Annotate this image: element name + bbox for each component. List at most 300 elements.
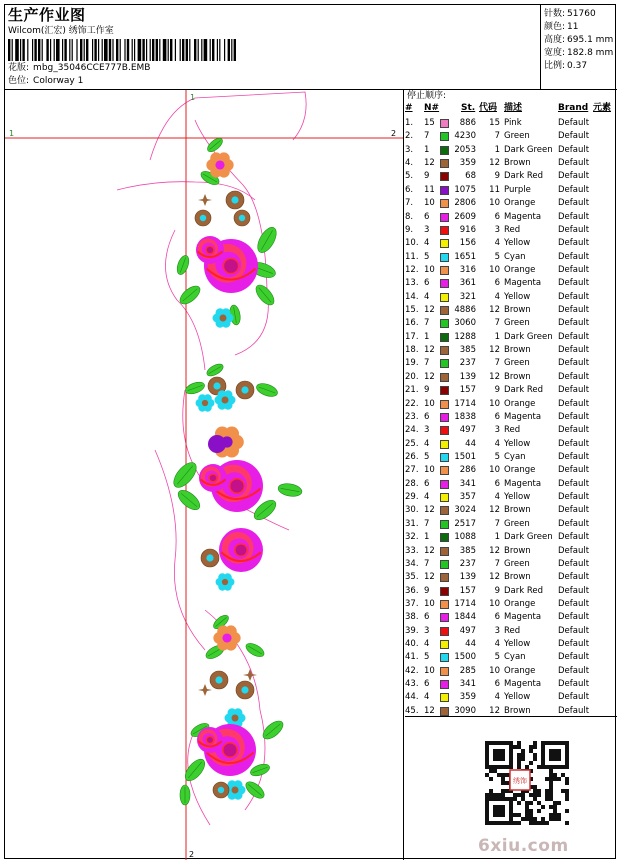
stitch-count: 1844 — [454, 612, 476, 623]
color-code: 1 — [494, 144, 500, 155]
needle-number: 6 — [424, 278, 430, 289]
stop-row — [405, 665, 617, 678]
stop-index: 34. — [405, 558, 419, 569]
stop-index: 4. — [405, 158, 414, 169]
stop-index: 13. — [405, 278, 419, 289]
stop-index: 10. — [405, 238, 419, 249]
color-description: Orange — [504, 198, 536, 209]
color-description: Dark Red — [504, 385, 544, 396]
thread-brand: Default — [558, 331, 590, 342]
color-code: 6 — [494, 679, 500, 690]
stop-row — [405, 438, 617, 451]
stop-index: 39. — [405, 625, 419, 636]
color-code: 3 — [494, 625, 500, 636]
stitch-count: 357 — [459, 492, 476, 503]
thread-brand: Default — [558, 251, 590, 262]
stop-row — [405, 424, 617, 437]
color-description: Orange — [504, 598, 536, 609]
color-code: 4 — [494, 639, 500, 650]
rose-center — [209, 474, 217, 482]
sheet-title: 生产作业图 — [8, 6, 86, 24]
stop-row — [405, 144, 617, 157]
needle-number: 10 — [424, 598, 435, 609]
color-code: 7 — [494, 558, 500, 569]
color-description: Purple — [504, 184, 531, 195]
color-description: Magenta — [504, 612, 542, 623]
stop-index: 24. — [405, 425, 419, 436]
bud-center — [200, 215, 206, 221]
stop-row — [405, 464, 617, 477]
stop-row — [405, 504, 617, 517]
bud-center — [231, 196, 238, 203]
stitch-count: 385 — [459, 345, 476, 356]
thread-brand: Default — [558, 558, 590, 569]
stop-index: 45. — [405, 705, 419, 716]
needle-number: 12 — [424, 345, 435, 356]
stop-index: 28. — [405, 478, 419, 489]
design-preview — [5, 90, 404, 860]
bud-center — [239, 215, 245, 221]
stitch-count: 156 — [459, 238, 476, 249]
thread-brand: Default — [558, 612, 590, 623]
stop-index: 26. — [405, 451, 419, 462]
thread-brand: Default — [558, 198, 590, 209]
stitch-count: 4886 — [454, 305, 476, 316]
color-description: Cyan — [504, 451, 526, 462]
rose-center — [223, 258, 238, 273]
column-header-index: # — [405, 103, 413, 113]
stop-row — [405, 357, 617, 370]
needle-number: 6 — [424, 411, 430, 422]
thread-brand: Default — [558, 184, 590, 195]
rose-center — [230, 479, 245, 494]
color-code: 9 — [494, 585, 500, 596]
stop-row — [405, 157, 617, 170]
color-description: Orange — [504, 398, 536, 409]
color-code: 6 — [494, 612, 500, 623]
embroidery-canvas — [5, 90, 404, 860]
thread-brand: Default — [558, 438, 590, 449]
needle-number: 10 — [424, 198, 435, 209]
color-description: Dark Green — [504, 331, 553, 342]
colorway-label: 色位: — [8, 76, 30, 86]
thread-brand: Default — [558, 224, 590, 235]
stop-row — [405, 611, 617, 624]
stop-row — [405, 678, 617, 691]
needle-number: 7 — [424, 318, 430, 329]
needle-number: 10 — [424, 264, 435, 275]
needle-number: 7 — [424, 518, 430, 529]
stitch-count: 1500 — [454, 652, 476, 663]
thread-brand: Default — [558, 465, 590, 476]
needle-number: 9 — [424, 585, 430, 596]
thread-brand: Default — [558, 692, 590, 703]
color-code: 6 — [494, 411, 500, 422]
stop-index: 3. — [405, 144, 414, 155]
sparkle-motif — [243, 669, 257, 681]
stat-colors: 颜色: 11 — [544, 22, 579, 32]
color-code: 6 — [494, 278, 500, 289]
stop-row — [405, 264, 617, 277]
color-description: Yellow — [504, 639, 531, 650]
stitch-count: 497 — [459, 425, 476, 436]
stop-index: 31. — [405, 518, 419, 529]
stitch-count: 886 — [459, 118, 476, 128]
stop-index: 27. — [405, 465, 419, 476]
thread-brand: Default — [558, 478, 590, 489]
stitch-count: 139 — [459, 371, 476, 382]
stop-row — [405, 331, 617, 344]
stop-index: 8. — [405, 211, 414, 222]
column-header-brand: Brand — [558, 103, 589, 113]
color-description: Green — [504, 358, 530, 369]
stop-row — [405, 571, 617, 584]
thread-brand: Default — [558, 518, 590, 529]
color-code: 7 — [494, 358, 500, 369]
color-description: Magenta — [504, 679, 542, 690]
color-description: Red — [504, 625, 521, 636]
stop-index: 40. — [405, 639, 419, 650]
thread-brand: Default — [558, 345, 590, 356]
stitch-count: 157 — [459, 385, 476, 396]
needle-number: 12 — [424, 371, 435, 382]
thread-brand: Default — [558, 545, 590, 556]
thread-brand: Default — [558, 451, 590, 462]
needle-number: 5 — [424, 251, 430, 262]
thread-brand: Default — [558, 318, 590, 329]
needle-number: 6 — [424, 211, 430, 222]
thread-brand: Default — [558, 131, 590, 142]
stat-height: 高度: 695.1 mm — [544, 35, 614, 45]
color-description: Yellow — [504, 238, 531, 249]
color-code: 12 — [489, 371, 500, 382]
bud-center — [218, 787, 224, 793]
stop-rows — [405, 117, 617, 718]
stop-index: 33. — [405, 545, 419, 556]
thread-brand: Default — [558, 358, 590, 369]
stop-row — [405, 184, 617, 197]
rose-center — [206, 246, 214, 254]
color-code: 10 — [489, 665, 500, 676]
stop-index: 11. — [405, 251, 419, 262]
needle-number: 10 — [424, 398, 435, 409]
stop-row — [405, 398, 617, 411]
site-logo: 6xiu.com — [478, 836, 569, 856]
outline-paths — [117, 92, 306, 825]
stop-row — [405, 237, 617, 250]
design-name-line — [8, 63, 150, 74]
stop-row — [405, 277, 617, 290]
thread-brand: Default — [558, 264, 590, 275]
stop-row — [405, 197, 617, 210]
color-code: 12 — [489, 545, 500, 556]
color-description: Magenta — [504, 411, 542, 422]
stitch-count: 3024 — [454, 505, 476, 516]
color-description: Dark Green — [504, 532, 553, 543]
stop-row — [405, 344, 617, 357]
needle-number: 6 — [424, 679, 430, 690]
stop-row — [405, 638, 617, 651]
color-description: Green — [504, 318, 530, 329]
stop-row — [405, 317, 617, 330]
color-description: Yellow — [504, 291, 531, 302]
thread-brand: Default — [558, 411, 590, 422]
color-code: 11 — [489, 184, 500, 195]
thread-brand: Default — [558, 532, 590, 543]
stop-row — [405, 130, 617, 143]
needle-number: 1 — [424, 331, 430, 342]
thread-brand: Default — [558, 665, 590, 676]
thread-brand: Default — [558, 291, 590, 302]
stitch-count: 341 — [459, 679, 476, 690]
thread-brand: Default — [558, 158, 590, 169]
bud-center — [206, 554, 213, 561]
needle-number: 4 — [424, 291, 430, 302]
stop-list-title: 停止顺序: — [407, 91, 447, 101]
stop-index: 37. — [405, 598, 419, 609]
blossom-center — [232, 715, 239, 722]
stop-index: 16. — [405, 318, 419, 329]
color-code: 12 — [489, 305, 500, 316]
stitch-count: 68 — [465, 171, 476, 182]
color-code: 7 — [494, 318, 500, 329]
needle-number: 4 — [424, 492, 430, 503]
column-header-code: 代码 — [479, 103, 498, 113]
stat-stitches: 针数: 51760 — [544, 9, 596, 19]
stitch-count: 316 — [459, 264, 476, 275]
stop-index: 38. — [405, 612, 419, 623]
color-code: 4 — [494, 692, 500, 703]
stop-row — [405, 384, 617, 397]
thread-brand: Default — [558, 652, 590, 663]
stitch-count: 1714 — [454, 598, 476, 609]
color-code: 9 — [494, 171, 500, 182]
column-header-needle: N# — [424, 103, 440, 113]
blossom-center — [222, 397, 229, 404]
thread-brand: Default — [558, 211, 590, 222]
stop-row — [405, 411, 617, 424]
color-code: 4 — [494, 438, 500, 449]
stitch-count: 1075 — [454, 184, 476, 195]
color-code: 1 — [494, 331, 500, 342]
color-description: Green — [504, 518, 530, 529]
stop-row — [405, 451, 617, 464]
needle-number: 15 — [424, 118, 435, 128]
needle-number: 12 — [424, 705, 435, 716]
stop-row — [405, 291, 617, 304]
thread-brand: Default — [558, 278, 590, 289]
stitch-count: 237 — [459, 558, 476, 569]
needle-number: 11 — [424, 184, 435, 195]
needle-number: 3 — [424, 224, 430, 235]
stop-index: 29. — [405, 492, 419, 503]
stop-row — [405, 585, 617, 598]
color-description: Brown — [504, 305, 531, 316]
colorway-line — [8, 76, 83, 87]
color-description: Cyan — [504, 652, 526, 663]
stop-row — [405, 170, 617, 183]
thread-brand: Default — [558, 144, 590, 155]
needle-number: 5 — [424, 451, 430, 462]
column-header-description: 描述 — [504, 103, 523, 113]
needle-number: 1 — [424, 532, 430, 543]
thread-brand: Default — [558, 625, 590, 636]
color-description: Brown — [504, 572, 531, 583]
thread-brand: Default — [558, 118, 590, 128]
stitch-count: 341 — [459, 478, 476, 489]
thread-brand: Default — [558, 398, 590, 409]
color-code: 3 — [494, 425, 500, 436]
needle-number: 4 — [424, 238, 430, 249]
stop-row — [405, 531, 617, 544]
color-description: Red — [504, 224, 521, 235]
stop-index: 5. — [405, 171, 414, 182]
thread-brand: Default — [558, 585, 590, 596]
color-code: 12 — [489, 345, 500, 356]
color-description: Orange — [504, 264, 536, 275]
color-description: Pink — [504, 118, 522, 128]
needle-number: 12 — [424, 545, 435, 556]
stop-index: 17. — [405, 331, 419, 342]
color-code: 4 — [494, 238, 500, 249]
color-description: Yellow — [504, 492, 531, 503]
thread-brand: Default — [558, 639, 590, 650]
header-info — [5, 5, 541, 89]
purple-flower — [208, 435, 226, 453]
stop-row — [405, 518, 617, 531]
bud-center — [213, 382, 220, 389]
sparkle-motif — [198, 194, 212, 206]
stop-row — [405, 478, 617, 491]
color-code: 12 — [489, 505, 500, 516]
stitch-count: 44 — [465, 438, 476, 449]
rose-center — [223, 743, 238, 758]
stop-row — [405, 491, 617, 504]
needle-number: 10 — [424, 465, 435, 476]
guide-label-left: 1 — [9, 129, 15, 138]
thread-brand: Default — [558, 492, 590, 503]
design-stats — [542, 5, 617, 89]
needle-number: 7 — [424, 558, 430, 569]
sparkle-motif — [198, 684, 212, 696]
guide-label-right: 2 — [391, 129, 397, 138]
thread-brand: Default — [558, 385, 590, 396]
stitch-count: 385 — [459, 545, 476, 556]
color-code: 5 — [494, 251, 500, 262]
guide-label-top: 1 — [190, 93, 196, 102]
stop-index: 2. — [405, 131, 414, 142]
color-description: Dark Red — [504, 171, 544, 182]
color-code: 4 — [494, 291, 500, 302]
stop-index: 43. — [405, 679, 419, 690]
stitch-count: 497 — [459, 625, 476, 636]
stop-index: 12. — [405, 264, 419, 275]
seal-text: 绣饰 — [513, 777, 527, 785]
thread-brand: Default — [558, 505, 590, 516]
color-code: 12 — [489, 572, 500, 583]
stop-index: 36. — [405, 585, 419, 596]
color-description: Brown — [504, 545, 531, 556]
needle-number: 4 — [424, 438, 430, 449]
stop-index: 30. — [405, 505, 419, 516]
stop-index: 19. — [405, 358, 419, 369]
stop-index: 41. — [405, 652, 419, 663]
stitch-count: 2517 — [454, 518, 476, 529]
rose-center — [235, 544, 247, 556]
color-description: Orange — [504, 465, 536, 476]
stitch-count: 1714 — [454, 398, 476, 409]
thread-brand: Default — [558, 238, 590, 249]
color-description: Green — [504, 558, 530, 569]
color-code: 3 — [494, 224, 500, 235]
color-description: Brown — [504, 505, 531, 516]
color-description: Orange — [504, 665, 536, 676]
needle-number: 12 — [424, 158, 435, 169]
bud-center — [215, 676, 222, 683]
color-code: 9 — [494, 385, 500, 396]
stitch-count: 1838 — [454, 411, 476, 422]
stop-index: 44. — [405, 692, 419, 703]
stop-index: 42. — [405, 665, 419, 676]
color-description: Brown — [504, 158, 531, 169]
embroidery-motifs — [170, 136, 303, 805]
color-description: Brown — [504, 371, 531, 382]
color-code: 1 — [494, 532, 500, 543]
blossom-center — [202, 400, 208, 406]
needle-number: 7 — [424, 358, 430, 369]
color-code: 15 — [489, 118, 500, 128]
stop-index: 25. — [405, 438, 419, 449]
barcode — [8, 39, 236, 61]
stop-index: 9. — [405, 224, 414, 235]
stitch-count: 157 — [459, 585, 476, 596]
color-code: 5 — [494, 451, 500, 462]
bud-center — [241, 686, 248, 693]
color-description: Magenta — [504, 211, 542, 222]
color-description: Brown — [504, 705, 531, 716]
stitch-count: 285 — [459, 665, 476, 676]
company-name: Wilcom(汇宏) 绣饰工作室 — [8, 26, 114, 36]
stop-row — [405, 598, 617, 611]
thread-brand: Default — [558, 171, 590, 182]
stop-row — [405, 545, 617, 558]
color-code: 7 — [494, 131, 500, 142]
stitch-count: 1501 — [454, 451, 476, 462]
stitch-count: 4230 — [454, 131, 476, 142]
needle-number: 12 — [424, 505, 435, 516]
stop-sequence — [405, 90, 617, 715]
stop-index: 35. — [405, 572, 419, 583]
stitch-count: 286 — [459, 465, 476, 476]
stop-row — [405, 224, 617, 237]
thread-brand: Default — [558, 572, 590, 583]
stop-index: 14. — [405, 291, 419, 302]
stitch-count: 3060 — [454, 318, 476, 329]
blossom-center — [222, 633, 231, 642]
stitch-count: 44 — [465, 639, 476, 650]
stitch-count: 1288 — [454, 331, 476, 342]
color-description: Dark Red — [504, 585, 544, 596]
blossom-center — [215, 160, 224, 169]
rose-center — [206, 736, 213, 743]
stop-index: 32. — [405, 532, 419, 543]
needle-number: 6 — [424, 478, 430, 489]
color-description: Yellow — [504, 438, 531, 449]
blossom-center — [222, 579, 228, 585]
stitch-count: 2609 — [454, 211, 476, 222]
stop-index: 22. — [405, 398, 419, 409]
stitch-count: 2053 — [454, 144, 476, 155]
